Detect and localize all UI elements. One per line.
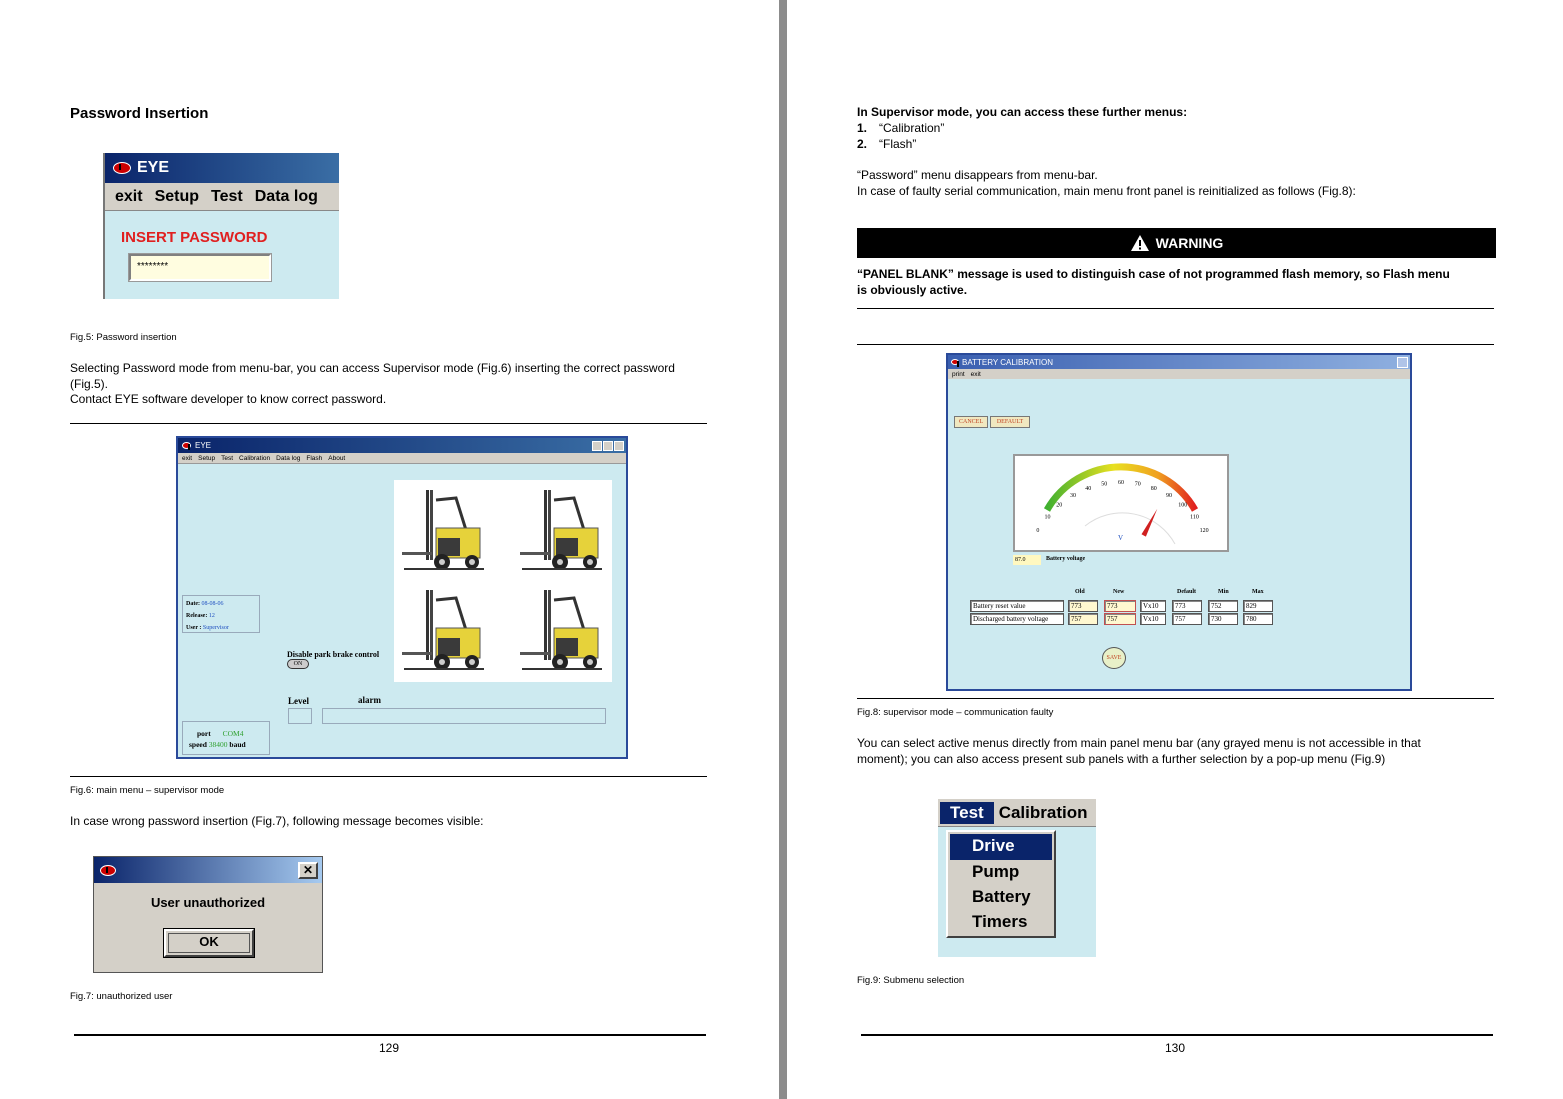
fig6-titlebar <box>178 438 626 453</box>
paragraph-2-line-2: moment); you can also access present sub panels with a further selection by a pop-up menu (Fig.9) <box>857 751 1386 766</box>
intro-text: In Supervisor mode, you can access these further menus: <box>857 105 1188 119</box>
gauge-tick-label: 10 <box>1044 514 1051 521</box>
menu-setup[interactable]: Setup <box>198 454 216 462</box>
close-icon[interactable] <box>614 441 624 451</box>
popup-menu <box>946 830 1056 938</box>
min-value: 730 <box>1208 613 1238 625</box>
paragraph-1-line-3: Contact EYE software developer to know correct password. <box>70 392 387 406</box>
close-icon[interactable]: ✕ <box>298 862 318 879</box>
submenu-item-pump[interactable]: Pump <box>972 862 1020 881</box>
fig8-battery-calibration-window <box>946 353 1412 691</box>
gauge-tick-label: 40 <box>1085 485 1092 492</box>
column-header-old: Old <box>1075 589 1085 595</box>
divider <box>70 776 707 777</box>
paragraph-2: In case wrong password insertion (Fig.7), following message becomes visible: <box>70 814 484 828</box>
menu-about[interactable]: About <box>328 454 346 462</box>
fig9-menubar <box>938 799 1096 827</box>
baud-label: baud <box>229 740 246 749</box>
new-value-input[interactable]: 757 <box>1104 613 1136 625</box>
fig7-caption: Fig.7: unauthorized user <box>70 991 173 1002</box>
fig9-submenu <box>938 799 1096 957</box>
port-label: port <box>197 729 211 738</box>
fig8-caption: Fig.8: supervisor mode – communication faulty <box>857 707 1054 718</box>
divider <box>857 344 1494 345</box>
divider <box>857 698 1494 699</box>
divider <box>70 423 707 424</box>
level-field <box>288 708 312 724</box>
list-item <box>857 121 944 137</box>
list-number: 1. <box>857 121 868 135</box>
gauge-tick-label: 0 <box>1036 528 1040 534</box>
gauge-tick-label: 100 <box>1178 502 1188 509</box>
paragraph-1-line-2: In case of faulty serial communication, main menu front panel is reinitialized as follows (Fig.8): <box>857 183 1356 198</box>
close-icon[interactable] <box>1397 357 1408 368</box>
gauge-tick-label: 110 <box>1190 514 1199 521</box>
right-page <box>787 0 1563 1099</box>
paragraph-1-line-1: “Password” menu disappears from menu-bar. <box>857 168 1098 182</box>
eye-logo-icon <box>951 359 959 365</box>
speed-value: 38400 <box>208 740 228 749</box>
menu-flash[interactable]: Flash <box>306 454 323 462</box>
port-value: COM4 <box>222 729 244 738</box>
page-gutter <box>779 0 787 1099</box>
gauge-tick-label: 70 <box>1134 481 1141 488</box>
eye-logo-icon <box>100 865 116 876</box>
user-label: User : <box>186 625 202 631</box>
footer-rule <box>861 1034 1493 1036</box>
fig5-caption: Fig.5: Password insertion <box>70 332 177 343</box>
default-button[interactable]: DEFAULT <box>990 416 1030 428</box>
warning-text-line-2: is obviously active. <box>857 282 968 297</box>
gauge-tick-label: 60 <box>1118 480 1124 486</box>
fig8-title: BATTERY CALIBRATION <box>962 357 1053 367</box>
footer-rule <box>74 1034 706 1036</box>
warning-title: WARNING <box>1155 235 1224 251</box>
menu-exit[interactable]: exit <box>970 370 981 378</box>
old-value: 757 <box>1068 613 1098 625</box>
forklift-illustration <box>394 480 612 682</box>
fig6-main-window <box>176 436 628 759</box>
unauthorized-message: User unauthorized <box>150 895 266 910</box>
eye-logo-icon <box>182 442 191 449</box>
level-label: Level <box>288 696 309 706</box>
column-header-max: Max <box>1252 589 1264 595</box>
park-brake-label: Disable park brake control <box>287 650 380 659</box>
menu-data-log[interactable]: Data log <box>254 187 318 205</box>
left-page <box>0 0 779 1099</box>
new-value-input[interactable]: 773 <box>1104 600 1136 612</box>
menu-test[interactable]: Test <box>211 187 243 205</box>
eye-logo-icon <box>113 162 131 174</box>
column-header-min: Min <box>1218 589 1229 595</box>
fig7-titlebar <box>94 857 322 883</box>
ok-button[interactable]: OK <box>164 929 254 957</box>
list-number: 2. <box>857 136 868 151</box>
fig5-password-window <box>103 153 339 299</box>
gauge-value-field: 87.0 <box>1013 555 1041 565</box>
park-brake-button[interactable]: ON <box>287 659 309 669</box>
maximize-icon[interactable] <box>603 441 613 451</box>
menu-exit[interactable]: exit <box>182 454 193 462</box>
date-label: Date: <box>186 601 200 607</box>
paragraph-2 <box>857 736 1421 767</box>
fig9-caption: Fig.9: Submenu selection <box>857 975 965 986</box>
gauge-tick-label: 120 <box>1199 528 1209 534</box>
fig8-titlebar <box>948 355 1410 369</box>
gauge-tick-label: 50 <box>1101 481 1108 488</box>
paragraph-1-line-2: (Fig.5). <box>70 376 109 391</box>
port-box <box>182 721 270 755</box>
max-value: 780 <box>1243 613 1273 625</box>
menu-test[interactable]: Test <box>221 454 234 462</box>
password-field[interactable]: ******** <box>129 254 271 281</box>
alarm-label: alarm <box>358 695 381 705</box>
column-header-default: Default <box>1177 589 1196 595</box>
submenu-item-battery[interactable]: Battery <box>972 887 1031 906</box>
unit-value: Vx10 <box>1140 613 1166 625</box>
section-heading: Password Insertion <box>70 105 209 122</box>
gauge-tick-label: 80 <box>1150 485 1157 492</box>
row-label: Battery reset value <box>970 600 1064 612</box>
speed-label: speed <box>189 740 207 749</box>
warning-triangle-icon <box>1130 234 1150 252</box>
fig6-title: EYE <box>195 441 212 450</box>
old-value: 773 <box>1068 600 1098 612</box>
release-value: 12 <box>208 613 215 619</box>
menu-calibration[interactable]: Calibration <box>998 802 1088 822</box>
fig8-menubar <box>948 369 1410 379</box>
default-value: 773 <box>1172 600 1202 612</box>
warning-banner <box>857 228 1496 258</box>
divider <box>857 308 1494 309</box>
gauge-tick-label: 30 <box>1070 492 1076 499</box>
gauge-tick-label: 20 <box>1056 502 1063 509</box>
gauge-value-label: Battery voltage <box>1046 556 1086 562</box>
list-text: “Flash” <box>879 136 917 151</box>
gauge-tick-label: 90 <box>1166 492 1172 499</box>
menu-setup[interactable]: Setup <box>154 187 200 205</box>
paragraph-1 <box>70 361 760 408</box>
default-value: 757 <box>1172 613 1202 625</box>
column-header-new: New <box>1113 589 1125 595</box>
submenu-item-timers[interactable]: Timers <box>972 912 1028 931</box>
min-value: 752 <box>1208 600 1238 612</box>
submenu-item-drive[interactable]: Drive <box>950 834 1052 860</box>
list-text: “Calibration” <box>879 121 945 135</box>
fig5-title: EYE <box>137 159 170 176</box>
date-value: 08-08-06 <box>201 601 224 607</box>
menu-print[interactable]: print <box>952 370 965 378</box>
forklift-images <box>394 480 612 682</box>
insert-password-label: INSERT PASSWORD <box>121 229 268 246</box>
fig5-menubar <box>105 183 339 211</box>
fig7-dialog <box>93 856 323 973</box>
unit-value: Vx10 <box>1140 600 1166 612</box>
paragraph-1-line-1: Selecting Password mode from menu-bar, you can access Supervisor mode (Fig.6) inserting the correct password <box>70 361 675 375</box>
fig6-caption: Fig.6: main menu – supervisor mode <box>70 785 225 796</box>
menu-calibration[interactable]: Calibration <box>239 454 271 462</box>
fig5-titlebar <box>105 153 339 183</box>
menu-exit[interactable]: exit <box>115 187 143 205</box>
row-label: Discharged battery voltage <box>970 613 1064 625</box>
minimize-icon[interactable] <box>592 441 602 451</box>
menu-test[interactable]: Test <box>940 802 994 824</box>
voltage-gauge <box>1013 454 1229 552</box>
gauge-dial <box>1015 456 1227 550</box>
save-button[interactable]: SAVE <box>1102 647 1126 669</box>
user-value: Supervisor <box>202 625 229 631</box>
fig6-menubar <box>178 453 626 464</box>
paragraph-1 <box>857 168 1356 199</box>
cancel-button[interactable]: CANCEL <box>954 416 988 428</box>
page-number: 129 <box>379 1041 400 1055</box>
gauge-unit: V <box>1118 534 1124 542</box>
release-label: Release: <box>186 613 208 619</box>
warning-text-line-1: “PANEL BLANK” message is used to distinguish case of not programmed flash memory, so Flash menu <box>857 267 1450 281</box>
menu-data-log[interactable]: Data log <box>276 454 301 462</box>
paragraph-2-line-1: You can select active menus directly from main panel menu bar (any grayed menu is not accessible in that <box>857 736 1421 750</box>
menu-list <box>857 121 944 152</box>
page-number: 130 <box>1165 1041 1186 1055</box>
max-value: 829 <box>1243 600 1273 612</box>
warning-text <box>857 267 1497 298</box>
list-item <box>857 137 944 153</box>
info-box <box>182 595 260 633</box>
alarm-field <box>322 708 606 724</box>
